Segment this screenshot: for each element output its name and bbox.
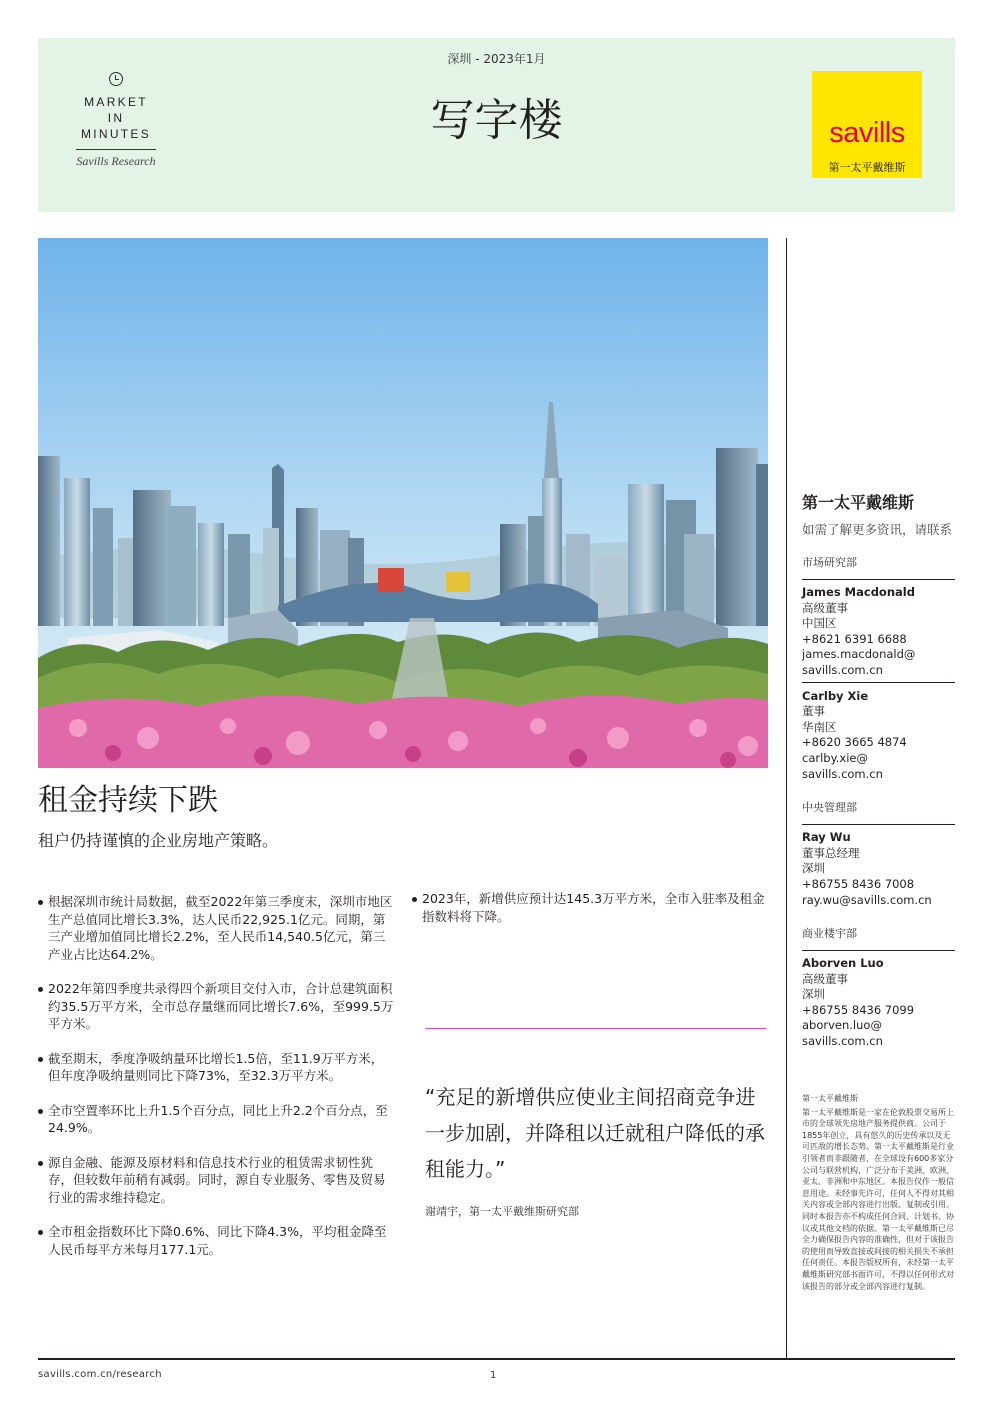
quote-attribution: 谢靖宇，第一太平戴维斯研究部 [425, 1205, 579, 1218]
contact-name: Ray Wu [802, 830, 851, 845]
contact-email[interactable]: james.macdonald@ [802, 647, 916, 662]
brand-subtitle: Savills Research [76, 154, 156, 168]
contact-sidebar [802, 490, 955, 1053]
pull-quote: “充足的新增供应使业主间招商竞争进一步加剧，并降租以迁就租户降低的承租能力。” [425, 1085, 765, 1181]
footer-rule [38, 1358, 955, 1360]
city-skyline-photo [38, 238, 768, 768]
contact-card [802, 689, 955, 783]
bullet-list-right [412, 890, 768, 942]
savills-logo [812, 71, 922, 178]
page-title: 写字楼 [430, 95, 563, 146]
contact-email[interactable]: aborven.luo@ [802, 1018, 882, 1033]
brand-line-2: IN [107, 111, 125, 125]
header-band [38, 38, 955, 212]
contact-phone: +86755 8436 7099 [802, 1002, 915, 1017]
contact-separator [802, 682, 955, 683]
brand-divider [76, 149, 156, 150]
bullet-item: 全市租金指数环比下降0.6%、同比下降4.3%，平均租金降至人民币每平方米每月177.1元。 [38, 1223, 394, 1258]
bullet-item: 2022年第四季度共录得四个新项目交付入市，合计总建筑面积约35.5万平方米，全市总存量继而同比增长7.6%，至999.5万平方米。 [38, 980, 394, 1033]
contact-email[interactable]: ray.wu@savills.com.cn [802, 892, 932, 907]
contact-name: James Macdonald [802, 585, 915, 599]
contact-email[interactable]: savills.com.cn [802, 1034, 883, 1049]
about-text: 第一太平戴维斯是一家在伦敦股票交易所上市的全球领先房地产服务提供商。公司于1855年创立，具有悠久的历史传承以及无可匹敌的增长态势。第一太平戴维斯是行业引领者而非跟随者，在全球设有600多家分公司与联营机构，广泛分布于美洲、欧洲、亚太、非洲和中东地区。本报告仅作一般信息用途。未经事先许可，任何人不得对其相关内容或全部内容进行出版、复制或引用。同时本报告亦不构成任何合同、计划书、协议或其他文档的依据。第一太平戴维斯已尽全力确保报告内容的准确性，但对于该报告的使用而导致直接或间接的相关损失不承担任何责任。本报告版权所有，未经第一太平戴维斯研究部书面许可，不得以任何形式对该报告的部分或全部内容进行复制。 [802, 1107, 954, 1291]
logo-wordmark: savills [829, 117, 905, 149]
quote-divider [425, 1028, 766, 1029]
location-date: 深圳 - 2023年1月 [447, 52, 546, 66]
contact-phone: +86755 8436 7008 [802, 876, 915, 891]
bullet-list-left [38, 893, 394, 1275]
contact-phone: +8620 3665 4874 [802, 735, 907, 750]
footer-url[interactable]: savills.com.cn/research [38, 1369, 162, 1380]
sidebar-intro: 如需了解更多资讯，请联系 [802, 522, 953, 537]
contact-line: 董事 [802, 704, 825, 719]
contact-line: 深圳 [802, 861, 825, 876]
contact-line: 华南区 [802, 719, 837, 734]
bullet-item: 全市空置率环比上升1.5个百分点，同比上升2.2个百分点，至24.9%。 [38, 1102, 394, 1137]
contact-card [802, 956, 955, 1050]
department-heading: 市场研究部 [802, 554, 955, 580]
clock-icon [109, 72, 123, 86]
headline: 租金持续下跌 [38, 783, 218, 818]
contact-email[interactable]: savills.com.cn [802, 662, 883, 677]
contact-line: 高级董事 [802, 600, 848, 615]
bullet-item: 源自金融、能源及原材料和信息技术行业的租赁需求韧性犹存，但较数年前稍有减弱。同时，源自专业服务、零售及贸易行业的需求维持稳定。 [38, 1154, 394, 1207]
department-heading: 中央管理部 [802, 799, 955, 825]
logo-chinese-name: 第一太平戴维斯 [828, 161, 906, 174]
contact-email[interactable]: carlby.xie@ [802, 750, 868, 765]
column-divider [786, 238, 787, 1360]
contact-line: 董事总经理 [802, 845, 860, 860]
about-savills [802, 1093, 955, 1292]
bullet-item: 2023年，新增供应预计达145.3万平方米，全市入驻率及租金指数料将下降。 [412, 890, 768, 925]
contact-email[interactable]: savills.com.cn [802, 766, 883, 781]
brand-line-1: MARKET [84, 95, 148, 109]
contact-card [802, 585, 955, 679]
department-heading: 商业楼宇部 [802, 925, 955, 951]
contact-line: 深圳 [802, 987, 825, 1002]
bullet-item: 根据深圳市统计局数据，截至2022年第三季度末，深圳市地区生产总值同比增长3.3%，达人民币22,925.1亿元。同期，第三产业增加值同比增长2.2%，至人民币14,540.5亿元，第三产业占比达64.2%。 [38, 893, 394, 963]
sidebar-title: 第一太平戴维斯 [802, 493, 915, 512]
about-title: 第一太平戴维斯 [802, 1094, 858, 1103]
contact-name: Aborven Luo [802, 956, 884, 971]
bullet-item: 截至期末，季度净吸纳量环比增长1.5倍，至11.9万平方米，但年度净吸纳量则同比下降73%，至32.3万平方米。 [38, 1050, 394, 1085]
subheadline: 租户仍持谨慎的企业房地产策略。 [38, 831, 279, 850]
contact-phone: +8621 6391 6688 [802, 631, 907, 646]
page-number: 1 [490, 1370, 497, 1381]
contact-card [802, 830, 955, 908]
contact-name: Carlby Xie [802, 688, 869, 703]
contact-line: 中国区 [802, 616, 837, 631]
brand-line-3: MINUTES [80, 127, 152, 141]
contact-line: 高级董事 [802, 971, 848, 986]
